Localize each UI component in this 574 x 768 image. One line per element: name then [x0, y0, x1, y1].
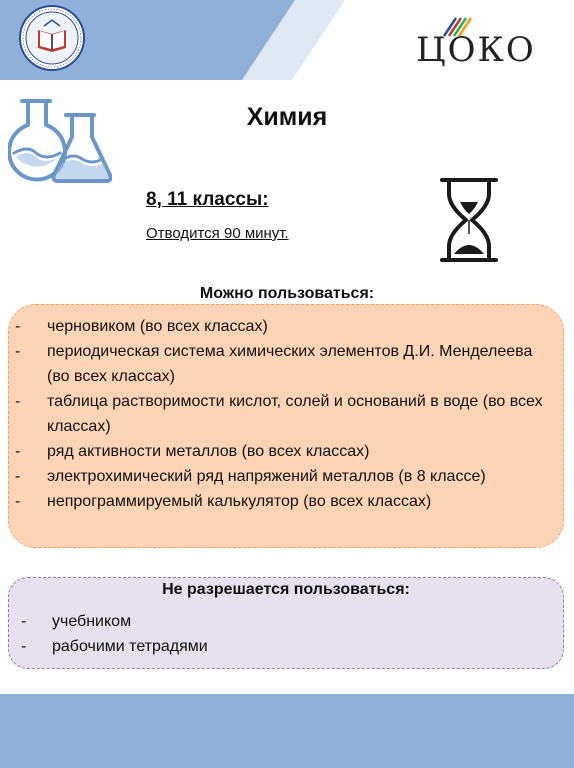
- bullet-dash: -: [15, 468, 21, 485]
- page-title: Химия: [246, 103, 328, 131]
- forbidden-items-list: [9, 609, 549, 659]
- forbidden-items-panel: [8, 577, 564, 669]
- footer-band: [0, 694, 574, 768]
- school-book-emblem-icon: [18, 4, 86, 72]
- forbidden-heading: Не разрешается пользоваться:: [162, 581, 410, 598]
- list-item: [9, 489, 549, 514]
- logo-text: ЦОКО: [416, 30, 536, 70]
- bullet-dash: -: [21, 638, 27, 655]
- bullet-dash: -: [21, 613, 27, 630]
- list-item: [9, 439, 549, 464]
- list-item-text: рабочими тетрадями: [52, 638, 208, 655]
- allowed-items-panel: [8, 304, 564, 548]
- list-item-text: черновиком (во всех классах): [47, 318, 268, 335]
- allowed-heading: Можно пользоваться:: [199, 285, 375, 302]
- bullet-dash: -: [15, 443, 21, 460]
- list-item-text: периодическая система химических элементов Д.И. Менделеева (во всех классах): [47, 343, 533, 385]
- bullet-dash: -: [15, 493, 21, 510]
- classes-label: 8, 11 классы:: [146, 189, 269, 210]
- bullet-dash: -: [15, 343, 21, 360]
- bullet-dash: -: [15, 318, 21, 335]
- list-item: [9, 314, 549, 339]
- bullet-dash: -: [15, 393, 21, 410]
- list-item-text: электрохимический ряд напряжений металлов (в 8 классе): [47, 468, 486, 485]
- hourglass-icon: [438, 176, 500, 264]
- list-item: [9, 389, 549, 439]
- list-item-text: учебником: [52, 613, 132, 630]
- ceko-logo: [416, 16, 556, 72]
- list-item-text: непрограммируемый калькулятор (во всех классах): [47, 493, 432, 510]
- duration-label: Отводится 90 минут.: [146, 225, 289, 242]
- list-item: [9, 634, 549, 659]
- list-item: [9, 609, 549, 634]
- allowed-items-list: [9, 314, 549, 514]
- list-item-text: ряд активности металлов (во всех классах): [47, 443, 370, 460]
- list-item: [9, 339, 549, 389]
- list-item-text: таблица растворимости кислот, солей и оснований в воде (во всех классах): [47, 393, 543, 435]
- list-item: [9, 464, 549, 489]
